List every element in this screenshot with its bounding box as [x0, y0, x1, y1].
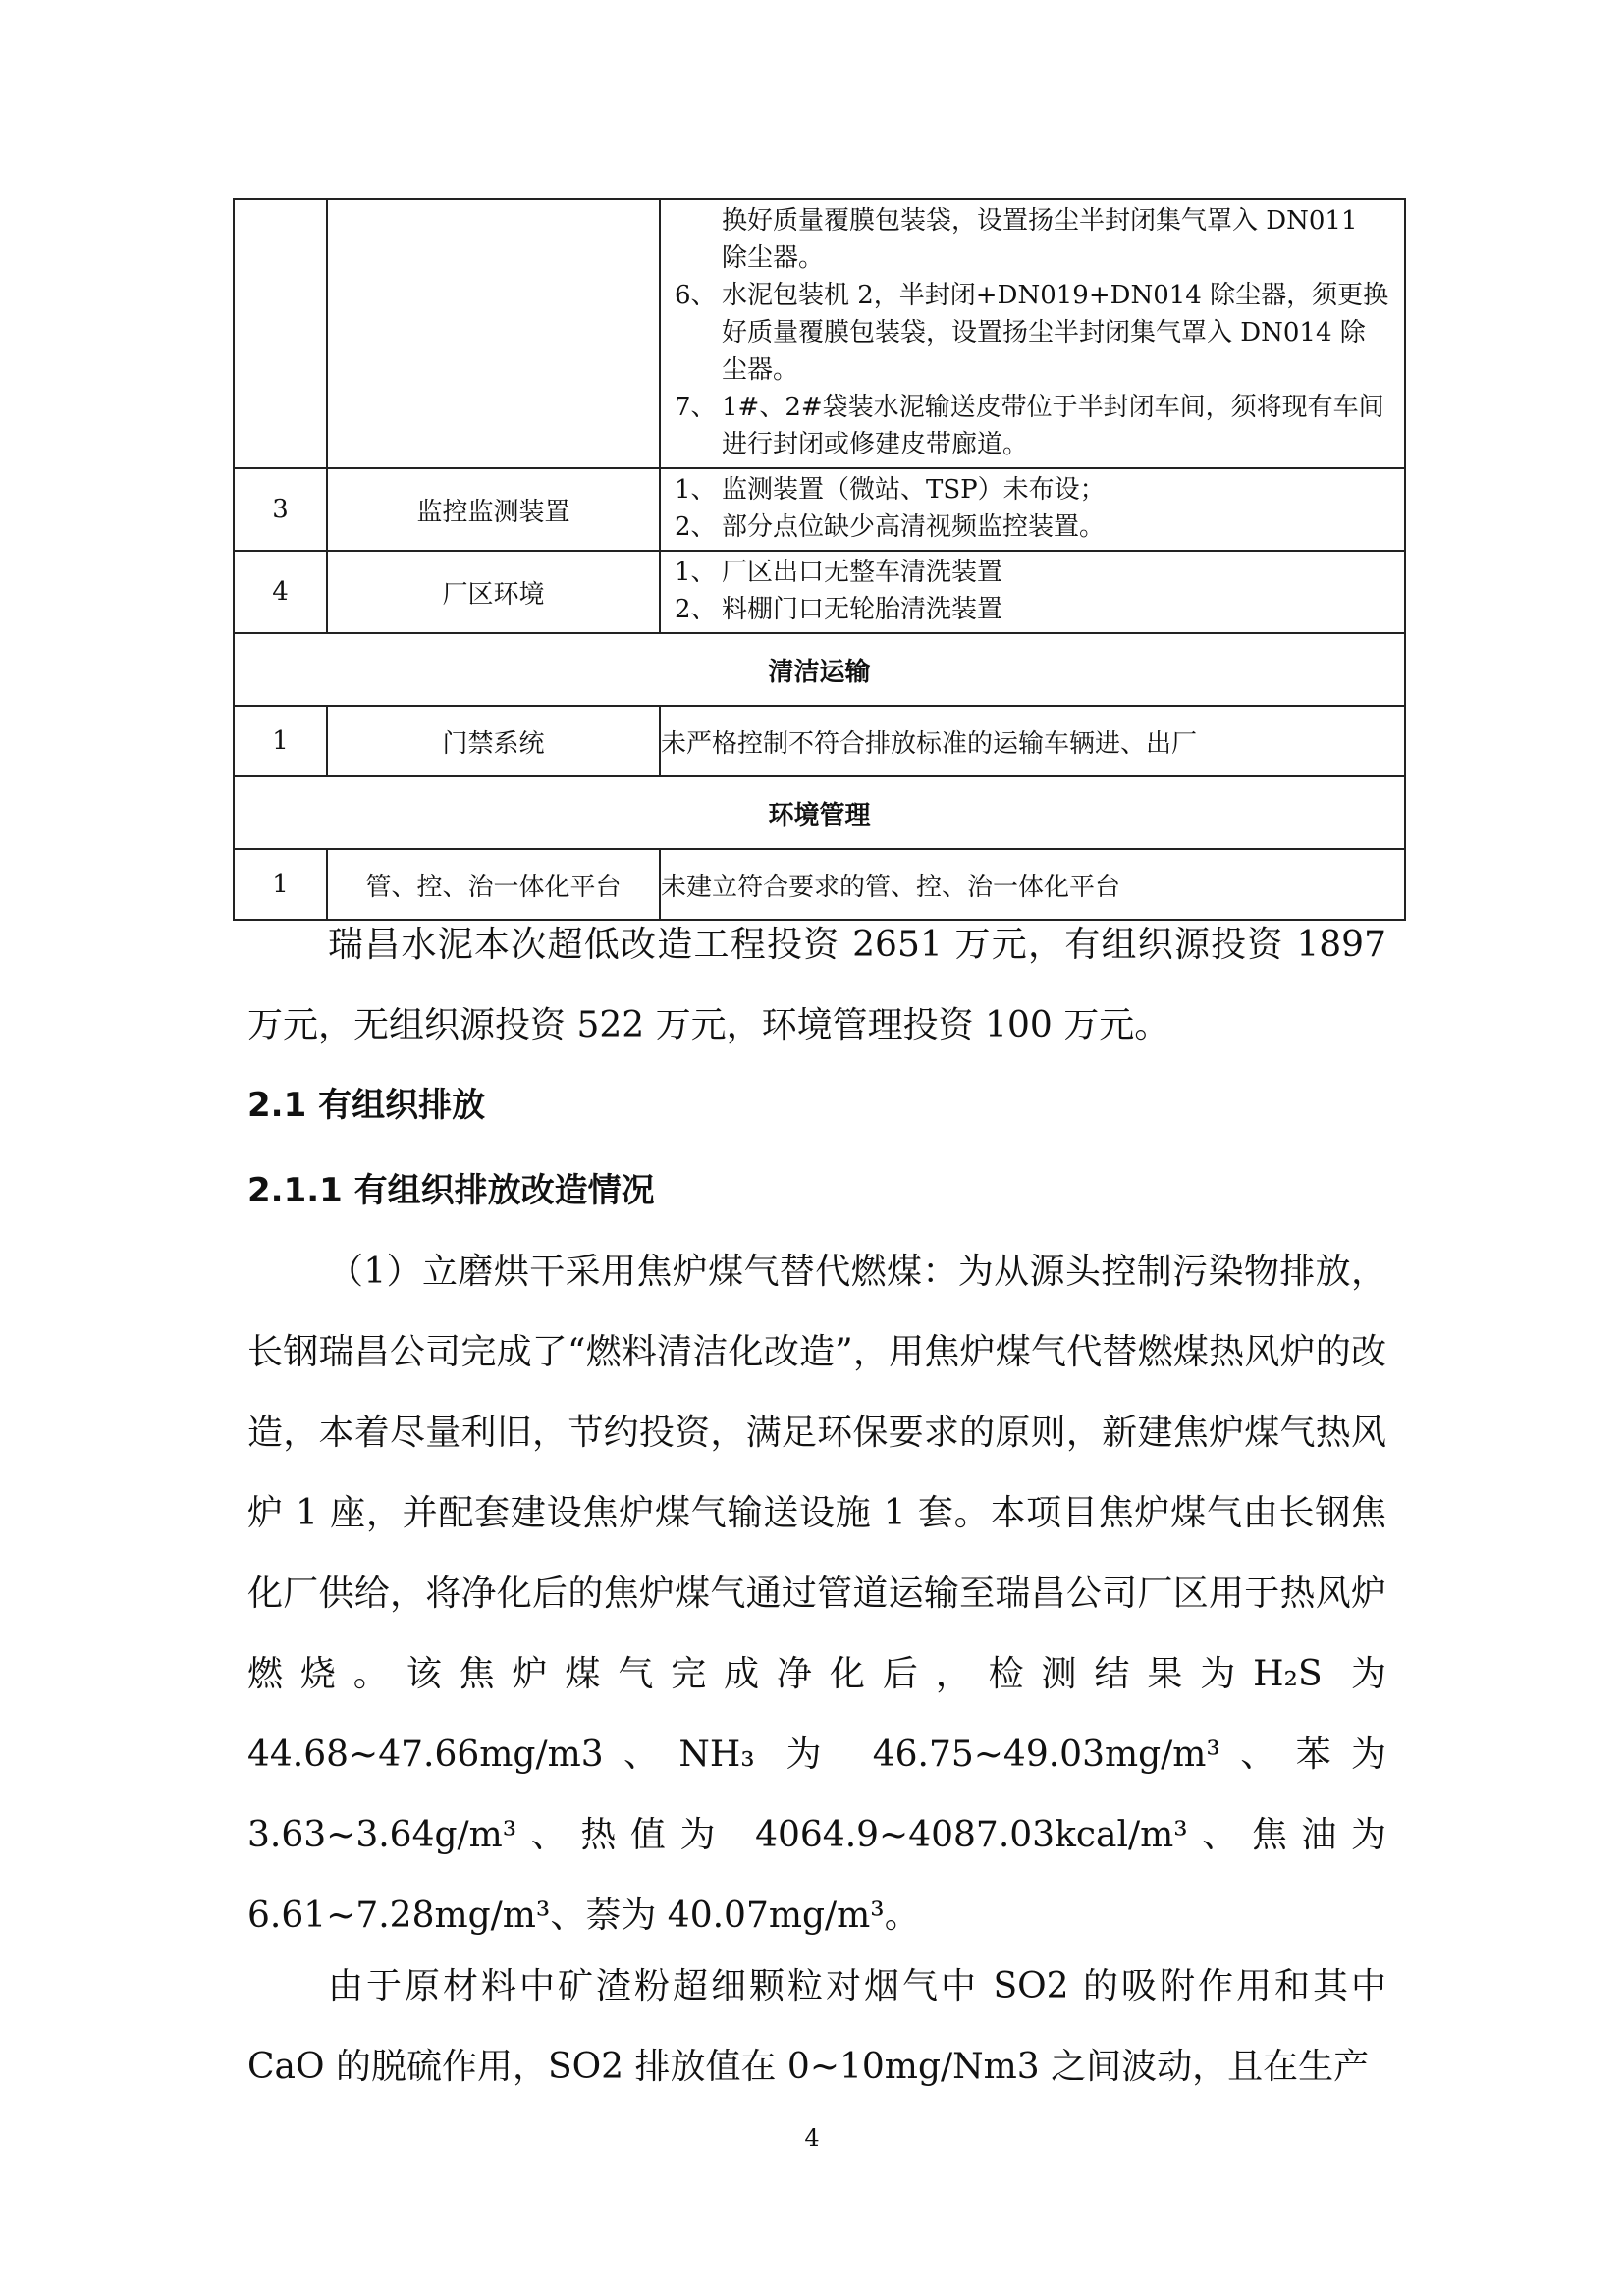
cell-num — [234, 199, 327, 468]
section-row — [234, 633, 1405, 706]
list-item: 换好质量覆膜包装袋，设置扬尘半封闭集气罩入 DN011 除尘器。 — [722, 206, 1358, 273]
list-item: 6、 水泥包装机 2，半封闭+DN019+DN014 除尘器，须更换好质量覆膜包装袋，设置扬尘半封闭集气罩入 DN014 除尘器。 — [675, 281, 1389, 385]
coke-benzene: 苯为 3.63~3.64g/m³、 — [247, 1735, 1386, 1855]
cell-num: 3 — [234, 468, 327, 551]
list-item: 1、 监测装置（微站、TSP）未布设； — [675, 475, 1106, 505]
heading-2-1: 2.1 有组织排放 — [247, 1086, 486, 1125]
coke-tar: 焦油为 6.61~7.28mg/m³、 — [247, 1815, 1386, 1936]
cell-desc — [660, 468, 1405, 551]
list-item: 2、 部分点位缺少高清视频监控装置。 — [675, 512, 1106, 542]
paragraph-so2: 由于原材料中矿渣粉超细颗粒对烟气中 SO2 的吸附作用和其中 CaO 的脱硫作用，SO2 排放值在 0~10mg/Nm3 之间波动，且在生产 — [247, 1966, 1386, 2087]
paragraph-coke-gas — [247, 1232, 1386, 1956]
table-row — [234, 468, 1405, 551]
coke-naph: 萘为 40.07mg/m³。 — [585, 1896, 920, 1936]
section-row — [234, 776, 1405, 849]
cell-desc: 未严格控制不符合排放标准的运输车辆进、出厂 — [660, 706, 1405, 776]
paragraph-investment: 瑞昌水泥本次超低改造工程投资 2651 万元，有组织源投资 1897 万元，无组织源投资 522 万元，环境管理投资 100 万元。 — [247, 925, 1386, 1045]
cell-num: 1 — [234, 706, 327, 776]
heading-2-1-1: 2.1.1 有组织排放改造情况 — [247, 1171, 655, 1210]
page-number: 4 — [804, 2124, 820, 2152]
coke-intro: （1）立磨烘干采用焦炉煤气替代燃煤：为从源头控制污染物排放，长钢瑞昌公司完成了“燃料清洁化改造”，用焦炉煤气代替燃煤热风炉的改造，本着尽量利旧，节约投资，满足环保要求的原则，新建焦炉煤气热风炉 1 座，并配套建设焦炉煤气输送设施 1 套。本项目焦炉煤气由长钢焦化厂供给，将净化后的焦炉煤气通过管道运输至瑞昌公司厂区用于热风炉燃烧。该焦炉煤气完成净化后，检测结果为 — [247, 1252, 1386, 1694]
cell-desc: 未建立符合要求的管、控、治一体化平台 — [660, 849, 1405, 920]
cell-name — [327, 199, 660, 468]
coke-nh3: NH₃ 为 46.75~49.03mg/m³、 — [678, 1735, 1296, 1775]
cell-num: 1 — [234, 849, 327, 920]
cell-desc — [660, 199, 1405, 468]
issues-table — [233, 198, 1406, 921]
table-row — [234, 706, 1405, 776]
cell-name: 监控监测装置 — [327, 468, 660, 551]
cell-name: 厂区环境 — [327, 551, 660, 633]
cell-num: 4 — [234, 551, 327, 633]
coke-h2s: H₂S 为 44.68~47.66mg/m3、 — [247, 1654, 1386, 1775]
list-item: 7、 1#、2#袋装水泥输送皮带位于半封闭车间，须将现有车间进行封闭或修建皮带廊道。 — [675, 393, 1384, 459]
list-item: 1、 厂区出口无整车清洗装置 — [675, 558, 1003, 587]
cell-name: 门禁系统 — [327, 706, 660, 776]
section-title-env: 环境管理 — [234, 776, 1405, 849]
table-row — [234, 551, 1405, 633]
list-item: 2、 料棚门口无轮胎清洗装置 — [675, 595, 1003, 624]
cell-desc — [660, 551, 1405, 633]
section-title-transport: 清洁运输 — [234, 633, 1405, 706]
coke-heat: 热值为 4064.9~4087.03kcal/m³、 — [580, 1815, 1252, 1855]
table-row — [234, 199, 1405, 468]
cell-name: 管、控、治一体化平台 — [327, 849, 660, 920]
